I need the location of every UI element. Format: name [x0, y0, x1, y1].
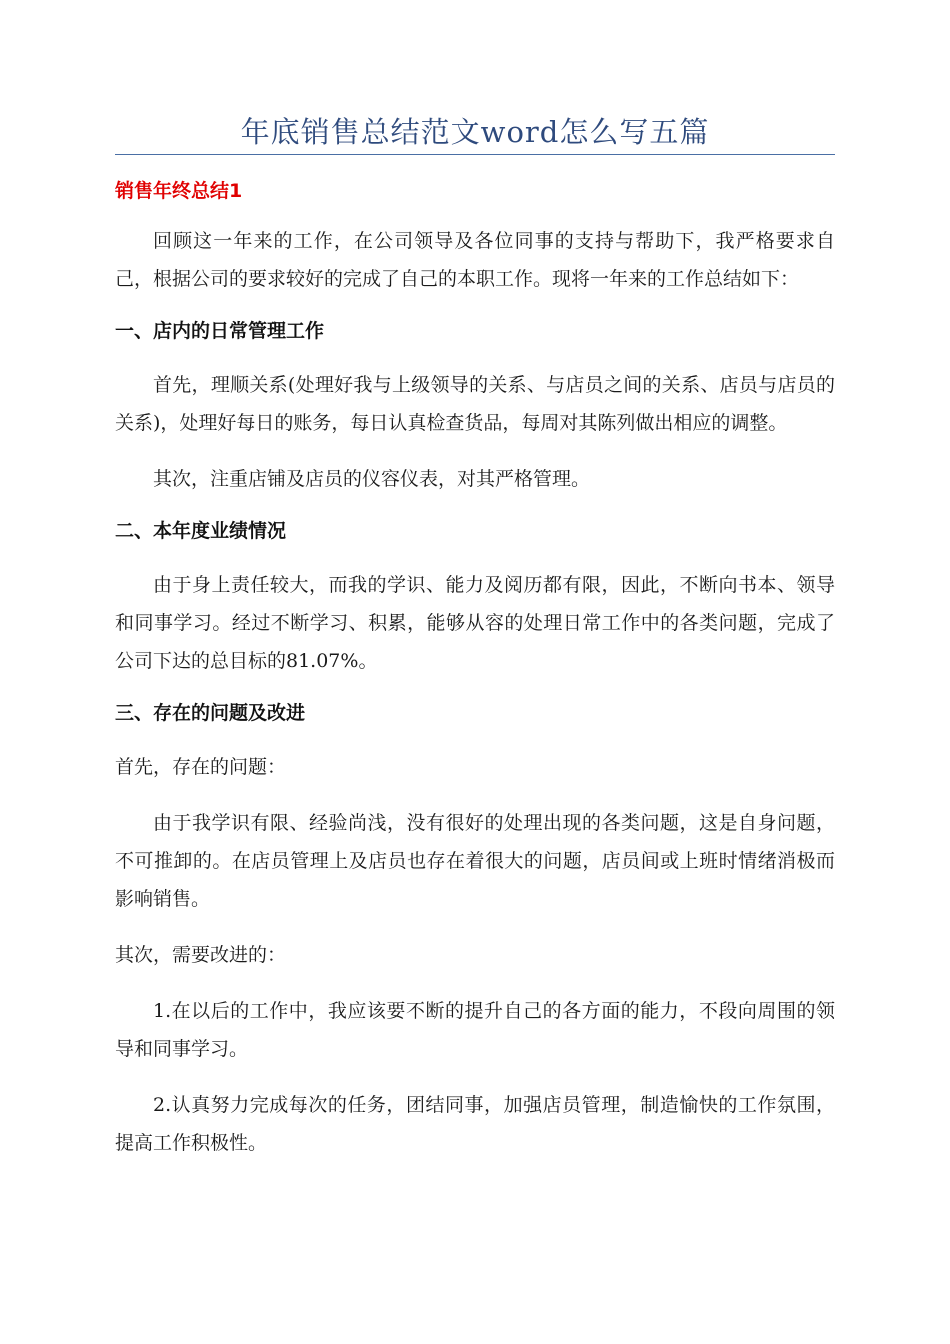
- paragraph-problems: 由于我学识有限、经验尚浅，没有很好的处理出现的各类问题，这是自身问题，不可推卸的。在店员管理上及店员也存在着很大的问题，店员间或上班时情绪消极而影响销售。: [115, 812, 835, 910]
- paragraph-problems-label: 首先，存在的问题：: [115, 756, 287, 778]
- document-title: 年底销售总结范文word怎么写五篇: [240, 115, 710, 149]
- paragraph-appearance: 其次，注重店铺及店员的仪容仪表，对其严格管理。: [153, 468, 591, 490]
- intro-paragraph: 回顾这一年来的工作，在公司领导及各位同事的支持与帮助下，我严格要求自己，根据公司的要求较好的完成了自己的本职工作。现将一年来的工作总结如下：: [115, 230, 835, 290]
- list-item-improvement-2: 2.认真努力完成每次的任务，团结同事，加强店员管理，制造愉快的工作氛围，提高工作积极性。: [115, 1094, 835, 1154]
- heading-performance: 二、本年度业绩情况: [115, 520, 287, 542]
- heading-problems: 三、存在的问题及改进: [115, 702, 306, 724]
- paragraph-performance: 由于身上责任较大，而我的学识、能力及阅历都有限，因此，不断向书本、领导和同事学习。经过不断学习、积累，能够从容的处理日常工作中的各类问题，完成了公司下达的总目标的81.07%。: [115, 574, 835, 672]
- paragraph-improvements-label: 其次，需要改进的：: [115, 944, 287, 966]
- heading-daily-management: 一、店内的日常管理工作: [115, 320, 325, 342]
- title-underline: [115, 154, 835, 155]
- list-item-improvement-1: 1.在以后的工作中，我应该要不断的提升自己的各方面的能力，不段向周围的领导和同事学习。: [115, 1000, 835, 1060]
- document-body: [115, 176, 835, 1180]
- paragraph-relations: 首先，理顺关系(处理好我与上级领导的关系、与店员之间的关系、店员与店员的关系)，处理好每日的账务，每日认真检查货品，每周对其陈列做出相应的调整。: [115, 374, 835, 434]
- section-heading: 销售年终总结1: [115, 180, 243, 202]
